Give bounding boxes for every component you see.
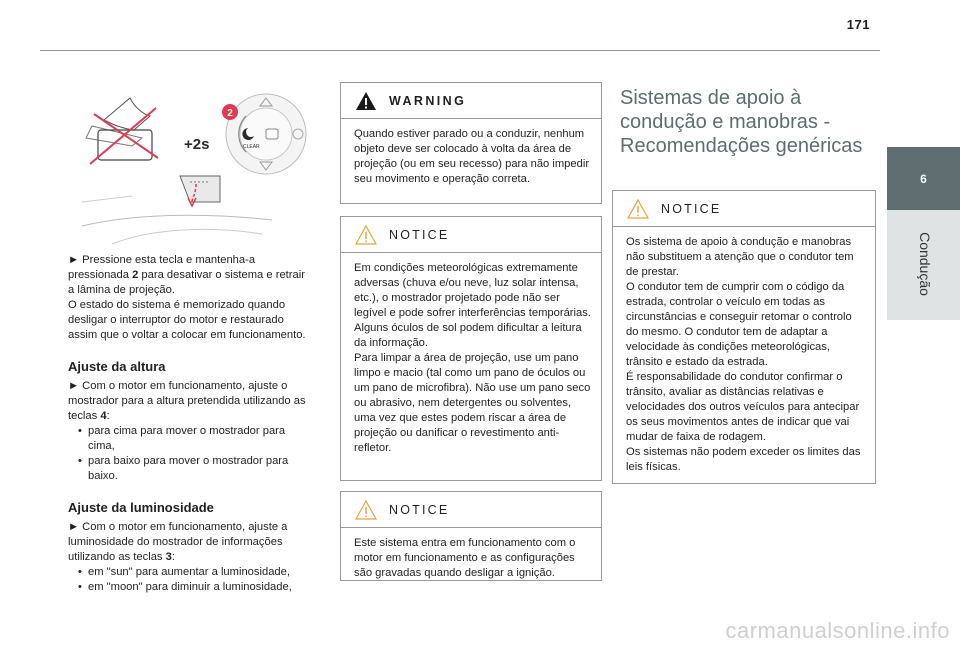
chapter-number: 6: [920, 171, 927, 186]
intro-line-2b: para desativar o sistema e retrair: [141, 269, 305, 281]
notice-box-weather: [340, 216, 602, 481]
notice-weather-paragraph-3: Para limpar a área de projeção, use um pano limpo e macio (tal como um pano de óculos ou um pano de microfibra). Não use um pano seco ou abrasivo, nem detergentes ou solventes, uma vez que estes podem riscar a área de projeção ou danificar o revestimento anti-refletor.: [354, 352, 591, 454]
notice-weather-paragraph-1: Em condições meteorológicas extremamente adversas (chuva e/ou neve, luz solar intensa, etc.), o mostrador projetado pode não ser legível e pode sofrer interferências temporárias.: [354, 262, 591, 319]
height-colon: :: [106, 410, 110, 422]
warning-box: [340, 82, 602, 204]
height-paragraph: [68, 379, 328, 484]
intro-line-6: assim que o voltar a colocar em funcionamento.: [68, 329, 306, 341]
chapter-number-tab[interactable]: [887, 147, 960, 210]
watermark: carmanualsonline.info: [725, 618, 950, 643]
height-line-2: mostrador para a altura pretendida utilizando as: [68, 395, 306, 407]
notice-driving-aids-body: [613, 227, 875, 483]
brightness-bullet-moon: • em "moon" para diminuir a luminosidade,: [76, 580, 328, 595]
intro-line-4: O estado do sistema é memorizado quando: [68, 299, 286, 311]
section-title: Sistemas de apoio à condução e manobras - Recomendações genéricas: [620, 87, 863, 157]
notice-driving-aids-paragraph-2: O condutor tem de cumprir com o código da estrada, controlar o veículo em todas as circunstâncias e conseguir retomar o controlo do mesmo. O condutor tem de adaptar a velocidade às condições meteorológicas, trânsito e estado da estrada.: [626, 281, 852, 368]
intro-key-number: 2: [132, 269, 139, 281]
intro-line-5: desligar o interruptor do motor e restaurado: [68, 314, 284, 326]
notice-icon: [355, 225, 377, 245]
brightness-key-number: 3: [165, 551, 172, 563]
intro-line-3: a lâmina de projeção.: [68, 284, 175, 296]
intro-line-1: ► Pressione esta tecla e mantenha-a: [68, 254, 256, 266]
notice-ignition-title: NOTICE: [389, 502, 450, 517]
notice-driving-aids-paragraph-4: Os sistemas não podem exceder os limites das leis físicas.: [626, 446, 861, 473]
notice-icon: [355, 500, 377, 520]
notice-driving-aids-title: NOTICE: [661, 201, 722, 216]
notice-box-weather-header: [341, 217, 601, 253]
brightness-heading: Ajuste da luminosidade: [68, 500, 214, 515]
height-heading: Ajuste da altura: [68, 359, 166, 374]
brightness-line-1: ► Com o motor em funcionamento, ajuste a: [68, 521, 288, 533]
warning-icon: [355, 91, 377, 111]
notice-box-ignition-header: [341, 492, 601, 528]
height-key-number: 4: [100, 410, 107, 422]
warning-box-header: [341, 83, 601, 119]
notice-box-driving-aids-header: [613, 191, 875, 227]
hold-two-seconds-label: +2s: [184, 136, 210, 153]
height-bullet-down: • para baixo para mover o mostrador para baixo.: [76, 454, 298, 484]
intro-paragraph: [68, 253, 328, 343]
warning-title: WARNING: [389, 93, 467, 108]
notice-weather-title: NOTICE: [389, 227, 450, 242]
brightness-colon: :: [171, 551, 175, 563]
brightness-paragraph: [68, 520, 328, 595]
height-line-3: teclas: [68, 410, 98, 422]
warning-text: Quando estiver parado ou a conduzir, nenhum objeto deve ser colocado à volta da área de projeção (ou em seu recesso) para não impedir seu movimento e operação correta.: [354, 128, 590, 185]
notice-box-ignition: [340, 491, 602, 581]
clear-label: CLEAR: [243, 144, 260, 150]
notice-weather-body: [341, 253, 601, 464]
notice-weather-paragraph-2: Alguns óculos de sol podem dificultar a leitura da informação.: [354, 322, 582, 349]
brightness-line-3: utilizando as teclas: [68, 551, 163, 563]
notice-box-driving-aids: [612, 190, 876, 484]
intro-line-2a: pressionada: [68, 269, 129, 281]
top-rule: [40, 50, 880, 51]
notice-ignition-text: Este sistema entra em funcionamento com o motor em funcionamento e as configurações são gravadas quando desligar a ignição.: [354, 537, 576, 579]
brightness-line-2: luminosidade do mostrador de informações: [68, 536, 283, 548]
brightness-bullet-sun: • em "sun" para aumentar a luminosidade,: [76, 565, 328, 580]
height-bullet-up: • para cima para mover o mostrador para cima,: [76, 424, 298, 454]
page-number: 171: [846, 17, 870, 32]
callout-number: 2: [227, 108, 233, 119]
chapter-label: Condução: [917, 232, 933, 296]
head-up-display-illustration: [72, 86, 324, 246]
notice-driving-aids-paragraph-3: É responsabilidade do condutor confirmar o trânsito, avaliar as distâncias relativas e velocidades dos outros veículos para antecipar os seus movimentos antes de indicar que vai mudar de faixa de rodagem.: [626, 371, 860, 443]
notice-icon: [627, 199, 649, 219]
notice-driving-aids-paragraph-1: Os sistema de apoio à condução e manobras não substituem a atenção que o condutor tem de prestar.: [626, 236, 854, 278]
height-line-1: ► Com o motor em funcionamento, ajuste o: [68, 380, 288, 392]
